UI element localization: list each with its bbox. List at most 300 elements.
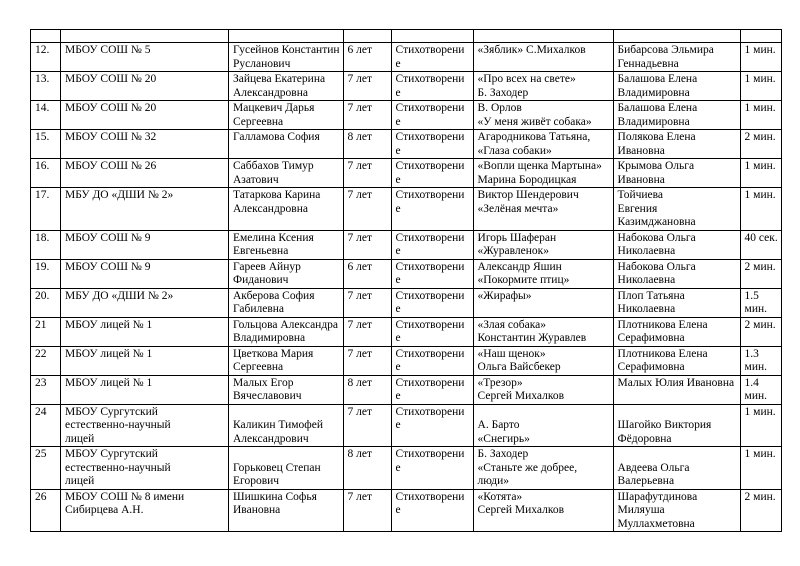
cell-teacher — [613, 230, 740, 259]
cell-work-line: Константин Журавлев — [477, 332, 587, 344]
cell-duration — [740, 317, 781, 346]
cell-school — [61, 230, 229, 259]
cell-work — [473, 317, 613, 346]
cell-duration — [740, 43, 781, 72]
cell-teacher-line: Евгения — [617, 202, 658, 215]
cell-school — [61, 101, 229, 130]
cell-teacher-line: Полякова Елена — [617, 131, 696, 143]
cell-school — [61, 404, 229, 447]
cell-genre — [391, 375, 473, 404]
cell-teacher-line: Тойчиева — [617, 189, 664, 201]
cell-participant-name — [229, 489, 344, 532]
cell-school — [61, 447, 229, 490]
cell-school — [61, 159, 229, 188]
cell-work-line: «Вопли щенка Мартына» — [477, 160, 602, 172]
table-row — [31, 375, 782, 404]
cell-school-line: МБОУ СОШ № 20 — [65, 73, 157, 85]
cell-duration — [740, 188, 781, 231]
cell-duration-line: 1 мин. — [744, 102, 776, 114]
cell-work — [473, 447, 613, 490]
cell-participant-name-line: Фиданович — [233, 274, 289, 286]
cell-work-line: «Глаза собаки» — [477, 144, 552, 157]
cell-participant-name-line: Евгеньевна — [233, 245, 289, 257]
cell-genre-line: Стихотворени — [395, 44, 465, 56]
cell-work-line: Б. Заходер — [477, 86, 529, 99]
cell-work-line: Сергей Михалков — [477, 504, 565, 516]
cell-number: 14. — [31, 101, 61, 130]
cell-participant-name-line: Сергеевна — [233, 115, 284, 128]
cell-duration-line: 1 мин. — [744, 160, 776, 172]
cell-work — [473, 101, 613, 130]
cell-teacher-line: Николаевна — [617, 274, 676, 286]
cell-genre-line: Стихотворени — [395, 102, 465, 114]
cell-work-line: Ольга Вайсбекер — [477, 361, 561, 373]
cell-participant-name — [229, 375, 344, 404]
cell-age: 7 лет — [343, 489, 391, 532]
cell-number: 22 — [31, 346, 61, 375]
cell-duration-line: 1 мин. — [744, 405, 776, 418]
cell-teacher — [613, 130, 740, 159]
cell-participant-name-line — [233, 406, 340, 420]
cell-teacher-line: Плотникова Елена — [617, 347, 708, 360]
cell-genre-line: Стихотворени — [395, 490, 465, 503]
cell-age: 7 лет — [343, 317, 391, 346]
cell-teacher-line: Набокова Ольга — [617, 260, 696, 273]
cell-school-line: МБОУ лицей № 1 — [65, 347, 153, 360]
cell-participant-name — [229, 230, 344, 259]
cell-teacher — [613, 404, 740, 447]
cell-number: 19. — [31, 259, 61, 288]
cell-age: 7 лет — [343, 404, 391, 447]
cell-participant-name-line: Горьковец Степан — [233, 461, 321, 474]
cell-teacher-line: Балашова Елена — [617, 102, 698, 114]
cell-participant-name — [229, 288, 344, 317]
cell-duration-line: 2 мин. — [744, 490, 776, 503]
cell-school — [61, 375, 229, 404]
cell-school-line: лицей — [65, 475, 95, 487]
cell-work-line: «Покормите птиц» — [477, 274, 570, 286]
cell-teacher — [613, 188, 740, 231]
cell-teacher-line: Владимировна — [617, 115, 690, 128]
cell-duration — [740, 346, 781, 375]
cell-work — [473, 288, 613, 317]
cell-school-line: МБОУ Сургутский — [65, 448, 158, 460]
cell-genre — [391, 346, 473, 375]
cell-school-line: МБОУ СОШ № 5 — [65, 44, 151, 56]
cell-work-line: «Зяблик» С.Михалков — [477, 44, 586, 56]
cell-participant-name-line: Александровна — [233, 86, 308, 99]
cell-duration — [740, 159, 781, 188]
document-page — [30, 29, 782, 532]
cell-school-line: МБОУ СОШ № 32 — [65, 131, 157, 143]
cell-work — [473, 130, 613, 159]
table-row — [31, 288, 782, 317]
cell-teacher — [613, 317, 740, 346]
cell-teacher — [613, 101, 740, 130]
cell-school-line: МБОУ лицей № 1 — [65, 318, 153, 331]
cell-participant-name — [229, 43, 344, 72]
cell-teacher-line: Плотникова Елена — [617, 318, 708, 331]
cell-duration — [740, 101, 781, 130]
cell-genre-line: е — [395, 86, 401, 99]
cell-participant-name-line: Мацкевич Дарья — [233, 102, 315, 114]
table-row — [31, 159, 782, 188]
cell-duration-line: мин. — [744, 361, 768, 373]
cell-teacher-line: Набокова Ольга — [617, 231, 696, 244]
cell-work-line: «Жирафы» — [477, 289, 532, 302]
cell-work-line: Сергей Михалков — [477, 390, 565, 402]
cell-age: 6 лет — [343, 259, 391, 288]
table-row — [31, 259, 782, 288]
cell-teacher-line: Геннадьевна — [617, 57, 679, 70]
cell-teacher-line: Серафимовна — [617, 361, 685, 373]
cell-genre-line: е — [395, 144, 401, 157]
cell-participant-name-line: Гареев Айнур — [233, 260, 301, 273]
cell-school-line: МБОУ СОШ № 20 — [65, 102, 157, 114]
cell-genre-line: е — [395, 361, 401, 373]
cell-teacher-line: Балашова Елена — [617, 73, 698, 85]
cell-number: 24 — [31, 404, 61, 447]
cell-number: 25 — [31, 447, 61, 490]
cell-duration-line: мин. — [744, 303, 768, 315]
cell-teacher — [613, 375, 740, 404]
cell-teacher-line: Николаевна — [617, 303, 676, 315]
cell-age: 7 лет — [343, 159, 391, 188]
cell-duration-line: мин. — [744, 390, 768, 402]
cell-duration-line: 1 мин. — [744, 44, 776, 56]
cell-teacher-line: Шагойко Виктория — [617, 419, 712, 431]
cell-work-line: А. Барто — [477, 419, 520, 431]
cell-work — [473, 159, 613, 188]
cell-work-line: люди» — [477, 475, 510, 487]
cell-teacher-line: Малых Юлия Ивановна — [617, 376, 735, 389]
cell-participant-name — [229, 130, 344, 159]
cell-duration — [740, 259, 781, 288]
cell-genre-line: Стихотворени — [395, 160, 465, 172]
cell-work-line: «Злая собака» — [477, 318, 546, 331]
cell-genre-line: е — [395, 202, 401, 215]
cell-participant-name-line: Егорович — [233, 475, 280, 487]
cell-number: 12. — [31, 43, 61, 72]
cell-teacher-line — [618, 406, 737, 420]
cell-school-line: МБОУ СОШ № 9 — [65, 260, 151, 273]
cell-genre — [391, 259, 473, 288]
cell-number: 15. — [31, 130, 61, 159]
cell-participant-name-line: Сергеевна — [233, 361, 284, 373]
cell-duration-line: 1.3 — [744, 347, 759, 360]
cell-duration — [740, 404, 781, 447]
cell-genre-line: е — [395, 390, 401, 402]
cell-teacher — [613, 288, 740, 317]
cell-teacher-line: Шарафутдинова — [617, 490, 698, 503]
cell-school — [61, 317, 229, 346]
cell-teacher — [613, 489, 740, 532]
cell-genre — [391, 188, 473, 231]
cell-genre — [391, 159, 473, 188]
table-row — [31, 447, 782, 490]
cell-participant-name-line: Галламова София — [233, 131, 320, 143]
table-row — [31, 43, 782, 72]
cell-duration — [740, 288, 781, 317]
cell-work — [473, 188, 613, 231]
cell-duration — [740, 72, 781, 101]
cell-participant-name — [229, 447, 344, 490]
cell-participant-name-line: Зайцева Екатерина — [233, 73, 326, 85]
table-row — [31, 72, 782, 101]
cell-number: 13. — [31, 72, 61, 101]
cell-number: 18. — [31, 230, 61, 259]
cell-work-line — [478, 406, 610, 420]
cell-duration-line: 1.4 — [744, 376, 759, 389]
cell-participant-name-line: Ивановна — [233, 504, 281, 516]
cell-genre-line: Стихотворени — [395, 318, 465, 331]
cell-genre — [391, 72, 473, 101]
cell-teacher-line: Валерьевна — [617, 475, 675, 487]
cell-participant-name — [229, 159, 344, 188]
cell-genre — [391, 43, 473, 72]
cell-teacher — [613, 159, 740, 188]
cell-participant-name-line: Емелина Ксения — [233, 231, 314, 244]
cell-teacher — [613, 259, 740, 288]
cell-duration — [740, 489, 781, 532]
cell-participant-name-line: Акберова София — [233, 289, 315, 302]
cell-number: 21 — [31, 317, 61, 346]
cell-work-line: «Зелёная мечта» — [477, 202, 559, 215]
cell-genre-line: е — [395, 504, 401, 516]
cell-work-line: «Трезор» — [477, 376, 523, 389]
cell-work-line: В. Орлов — [477, 102, 522, 114]
cell-school — [61, 130, 229, 159]
cell-teacher-line: Авдеева Ольга — [617, 461, 690, 474]
cell-work — [473, 259, 613, 288]
cell-genre — [391, 130, 473, 159]
cell-number: 16. — [31, 159, 61, 188]
cell-work-line: Марина Бородицкая — [477, 173, 577, 186]
table-row — [31, 317, 782, 346]
cell-participant-name-line: Шишкина Софья — [233, 490, 317, 503]
cell-age: 8 лет — [343, 375, 391, 404]
cell-genre-line: е — [395, 274, 401, 286]
table-row — [31, 130, 782, 159]
cell-duration-line: 1.5 — [744, 289, 759, 302]
cell-number: 20. — [31, 288, 61, 317]
cell-participant-name-line: Гольцова Александра — [233, 318, 339, 331]
cell-school-line: МБОУ СОШ № 9 — [65, 231, 151, 244]
cell-age: 7 лет — [343, 101, 391, 130]
cell-school-line: лицей — [65, 432, 95, 445]
cell-school — [61, 346, 229, 375]
cell-teacher — [613, 346, 740, 375]
cell-participant-name-line: Александровна — [233, 202, 308, 215]
cell-number: 26 — [31, 489, 61, 532]
cell-participant-name-line: Цветкова Мария — [233, 347, 314, 360]
cell-genre-line: Стихотворени — [395, 448, 465, 460]
cell-school-line: МБУ ДО «ДШИ № 2» — [65, 289, 174, 302]
cell-participant-name-line: Александрович — [233, 432, 309, 445]
table-row — [31, 188, 782, 231]
cell-genre-line: е — [395, 461, 401, 474]
cell-work — [473, 346, 613, 375]
cell-number: 17. — [31, 188, 61, 231]
cell-duration — [740, 447, 781, 490]
cell-participant-name — [229, 259, 344, 288]
cell-teacher-line: Серафимовна — [617, 332, 685, 344]
cell-school-line: МБУ ДО «ДШИ № 2» — [65, 189, 174, 201]
cell-age: 7 лет — [343, 230, 391, 259]
cell-genre-line: Стихотворени — [395, 231, 465, 244]
cell-work-line: «У меня живёт собака» — [477, 115, 592, 128]
cell-teacher — [613, 43, 740, 72]
cell-duration-line: 1 мин. — [744, 448, 776, 460]
cell-school — [61, 259, 229, 288]
cell-school-line: МБОУ СОШ № 26 — [65, 160, 157, 172]
cell-genre-line: е — [395, 57, 401, 70]
cell-teacher-line: Фёдоровна — [617, 432, 672, 445]
cell-work-line: Игорь Шаферан — [477, 231, 557, 244]
cell-school-line: МБОУ лицей № 1 — [65, 376, 153, 389]
cell-teacher-line: Муллахметовна — [617, 517, 695, 530]
cell-genre — [391, 447, 473, 490]
cell-teacher-line: Плоп Татьяна — [617, 289, 685, 302]
participants-table — [30, 29, 782, 532]
cell-age: 7 лет — [343, 288, 391, 317]
cell-work-line: «Станьте же добрее, — [477, 461, 578, 474]
cell-genre-line: Стихотворени — [395, 289, 465, 302]
cell-duration-line: 2 мин. — [744, 260, 776, 273]
cell-work-line: «Котята» — [477, 490, 523, 503]
cell-participant-name-line: Каликин Тимофей — [233, 419, 324, 431]
cell-genre — [391, 317, 473, 346]
cell-duration-line: 2 мин. — [744, 318, 776, 331]
cell-participant-name-line: Азатович — [233, 173, 279, 186]
cell-genre-line: е — [395, 303, 401, 315]
cell-participant-name — [229, 317, 344, 346]
cell-school-line: естественно-научный — [65, 461, 171, 474]
cell-age: 6 лет — [343, 43, 391, 72]
cell-work — [473, 72, 613, 101]
cell-age: 8 лет — [343, 130, 391, 159]
cell-teacher — [613, 72, 740, 101]
cell-genre-line: Стихотворени — [395, 131, 465, 143]
cell-genre — [391, 230, 473, 259]
cell-age: 7 лет — [343, 188, 391, 231]
cell-duration — [740, 375, 781, 404]
cell-genre — [391, 404, 473, 447]
cell-teacher-line: Бибарсова Эльмира — [617, 44, 714, 56]
cell-participant-name-line — [233, 448, 340, 462]
cell-genre-line: Стихотворени — [395, 260, 465, 273]
cell-duration-line: 2 мин. — [744, 131, 776, 143]
cell-genre-line: е — [395, 332, 401, 344]
cell-duration-line: 1 мин. — [744, 189, 776, 201]
cell-work-line: Александр Яшин — [477, 260, 562, 273]
cell-participant-name-line: Габилевна — [233, 303, 285, 315]
cell-work-line: Виктор Шендерович — [477, 189, 579, 201]
cell-participant-name — [229, 188, 344, 231]
cell-participant-name-line: Малых Егор — [233, 376, 294, 389]
cell-teacher-line: Казимджановна — [617, 216, 696, 228]
cell-participant-name — [229, 72, 344, 101]
cell-age: 7 лет — [343, 346, 391, 375]
cell-teacher-line: Николаевна — [617, 245, 676, 257]
cell-school — [61, 188, 229, 231]
cell-number: 23 — [31, 375, 61, 404]
cell-school — [61, 43, 229, 72]
cell-genre-line: Стихотворени — [395, 376, 465, 389]
cell-genre-line: е — [395, 115, 401, 128]
cell-age: 8 лет — [343, 447, 391, 490]
cell-teacher-line: Ивановна — [617, 173, 665, 186]
cell-school-line: Сибирцева А.Н. — [65, 504, 144, 516]
cell-work — [473, 489, 613, 532]
cell-school-line: МБОУ Сургутский — [65, 405, 158, 418]
cell-genre-line: е — [395, 419, 401, 431]
cell-duration — [740, 130, 781, 159]
cell-genre — [391, 101, 473, 130]
cell-teacher-line — [618, 448, 737, 462]
cell-school-line: естественно-научный — [65, 419, 171, 431]
cell-genre — [391, 288, 473, 317]
cell-genre — [391, 489, 473, 532]
cell-work — [473, 43, 613, 72]
cell-genre-line: Стихотворени — [395, 73, 465, 85]
cell-work-line: «Про всех на свете» — [477, 73, 576, 85]
cell-genre-line: Стихотворени — [395, 189, 465, 201]
cell-work-line: «Журавленок» — [477, 245, 550, 257]
cell-participant-name — [229, 101, 344, 130]
cell-work — [473, 230, 613, 259]
table-row — [31, 230, 782, 259]
cell-genre-line: е — [395, 245, 401, 257]
cell-participant-name-line: Татаркова Карина — [233, 189, 321, 201]
cell-work-line: «Наш щенок» — [477, 347, 546, 360]
cell-duration — [740, 230, 781, 259]
cell-participant-name-line: Русланович — [233, 57, 291, 70]
cell-teacher-line: Ивановна — [617, 144, 665, 157]
cell-school — [61, 489, 229, 532]
table-row — [31, 101, 782, 130]
cell-duration-line: 40 сек. — [744, 231, 778, 244]
table-row — [31, 489, 782, 532]
table-row — [31, 346, 782, 375]
cell-duration-line: 1 мин. — [744, 73, 776, 85]
cell-participant-name-line: Вячеславович — [233, 390, 302, 402]
cell-genre-line: е — [395, 173, 401, 186]
cell-age: 7 лет — [343, 72, 391, 101]
table-row-top-stub — [31, 30, 782, 43]
cell-work — [473, 404, 613, 447]
cell-genre-line: Стихотворени — [395, 405, 465, 418]
cell-participant-name-line: Владимировна — [233, 332, 306, 344]
cell-work-line: Агародникова Татьяна, — [477, 131, 591, 143]
cell-school — [61, 72, 229, 101]
cell-participant-name-line: Гусейнов Константин — [233, 44, 340, 56]
cell-participant-name-line: Саббахов Тимур — [233, 160, 314, 172]
cell-participant-name — [229, 404, 344, 447]
cell-work-line: Б. Заходер — [477, 448, 529, 460]
cell-teacher-line: Владимировна — [617, 86, 690, 99]
cell-work-line: «Снегирь» — [477, 432, 530, 445]
cell-school-line: МБОУ СОШ № 8 имени — [65, 490, 185, 503]
cell-participant-name — [229, 346, 344, 375]
cell-genre-line: Стихотворени — [395, 347, 465, 360]
cell-work — [473, 375, 613, 404]
table-row — [31, 404, 782, 447]
cell-teacher — [613, 447, 740, 490]
cell-school — [61, 288, 229, 317]
cell-teacher-line: Крымова Ольга — [617, 160, 695, 172]
cell-teacher-line: Миляуша — [617, 504, 665, 516]
